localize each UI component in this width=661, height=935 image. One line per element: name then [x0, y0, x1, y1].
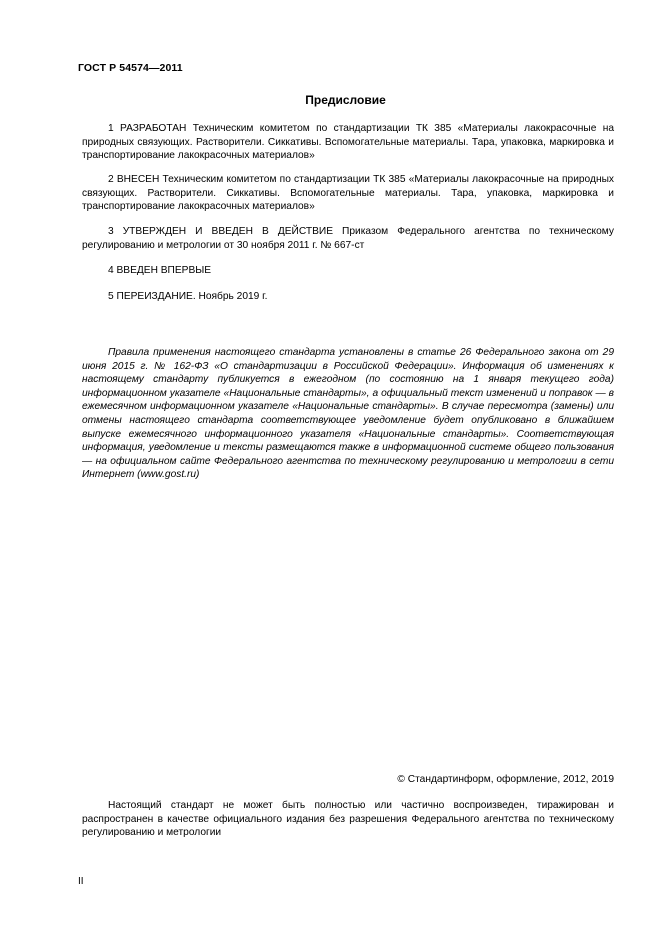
foreword-item-4: 4 ВВЕДЕН ВПЕРВЫЕ	[108, 265, 212, 276]
page-number: II	[78, 876, 84, 887]
foreword-item-2: 2 ВНЕСЕН Техническим комитетом по стандартизации ТК 385 «Материалы лакокрасочные на природных связующих. Растворители. Сиккативы. Вспомогательные материалы. Тара, упаковка, маркировка и транспортирование лакокрасочных материалов»	[82, 174, 614, 213]
reproduction-notice: Настоящий стандарт не может быть полностью или частично воспроизведен, тиражирован и распространен в качестве официального издания без разрешения Федерального агентства по техническому регулированию и метрологии	[82, 800, 614, 839]
foreword-item-1: 1 РАЗРАБОТАН Техническим комитетом по стандартизации ТК 385 «Материалы лакокрасочные на природных связующих. Растворители. Сиккативы. Вспомогательные материалы. Тара, упаковка, маркировка и транспортирование лакокрасочных материалов»	[82, 123, 614, 162]
document-code: ГОСТ Р 54574—2011	[78, 62, 183, 74]
foreword-item-5: 5 ПЕРЕИЗДАНИЕ. Ноябрь 2019 г.	[108, 291, 268, 302]
copyright-line: © Стандартинформ, оформление, 2012, 2019	[397, 774, 614, 785]
foreword-item-3: 3 УТВЕРЖДЕН И ВВЕДЕН В ДЕЙСТВИЕ Приказом Федерального агентства по техническому регулированию и метрологии от 30 ноября 2011 г. № 667-ст	[82, 226, 614, 251]
rules-note: Правила применения настоящего стандарта установлены в статье 26 Федерального закона от 29 июня 2015 г. № 162-ФЗ «О стандартизации в Российской Федерации». Информация об изменениях к настоящему стандарту публикуется в ежегодном (по состоянию на 1 января текущего года) информационном указателе «Национальные стандарты», а официальный текст изменений и поправок — в ежемесячном информационном указателе «Национальные стандарты». В случае пересмотра (замены) или отмены настоящего стандарта соответствующее уведомление будет опубликовано в ближайшем выпуске ежемесячного информационного указателя «Национальные стандарты». Соответствующая информация, уведомление и тексты размещаются также в информационной системе общего пользования — на официальном сайте Федерального агентства по техническому регулированию и метрологии в сети Интернет (www.gost.ru)	[82, 347, 614, 481]
foreword-title: Предисловие	[305, 93, 386, 107]
